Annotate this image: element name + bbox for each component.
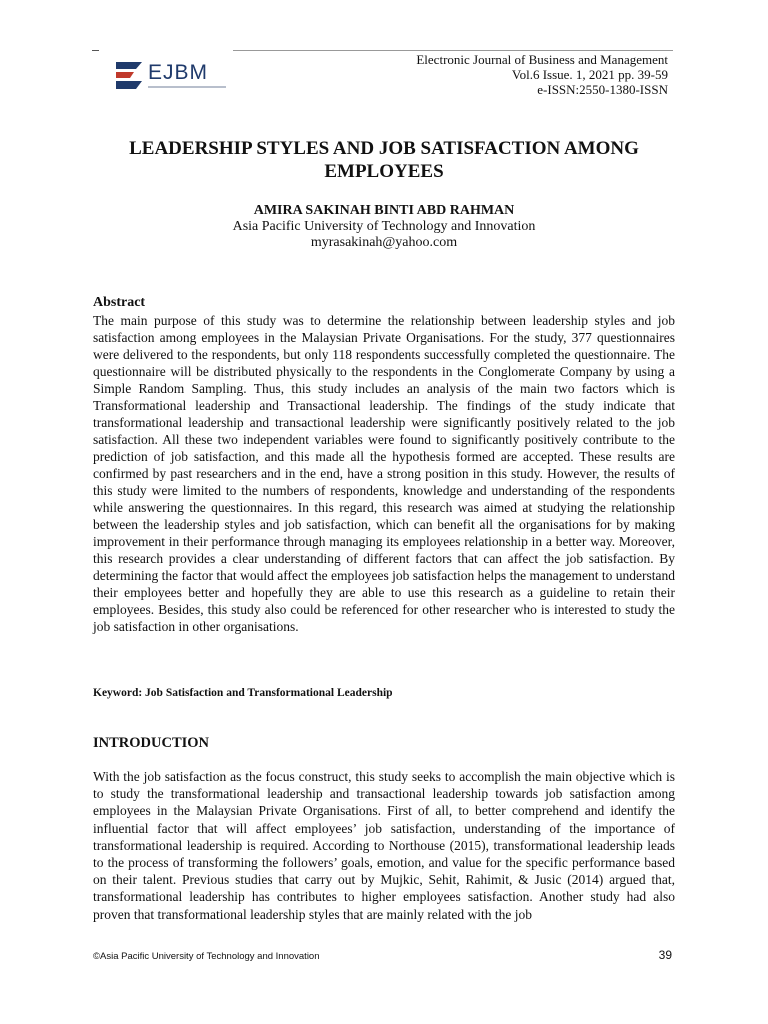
journal-issn: e-ISSN:2550-1380-ISSN — [537, 82, 668, 97]
author-name: AMIRA SAKINAH BINTI ABD RAHMAN — [253, 203, 515, 218]
journal-info — [416, 52, 668, 97]
introduction-body: With the job satisfaction as the focus construct, this study seeks to accomplish the main objective which is to study the transformational leadership and transactional leadership towards job satisfaction among employees in the Malaysian Private Organisations. First of all, to better comprehend and identify the influential factor that will affect employees’ job satisfaction, understanding of the importance of transformational leadership is required. According to Northouse (2015), transformational leadership leads to the process of transforming the followers’ goals, emotion, and value for the specific performance based on their talent. Previous studies that carry out by Mujkic, Sehit, Rahimit, & Jusic (2014) argued that, transformational leadership has contributes to higher employees satisfaction. Another study had also proven that transformational leadership styles that are mainly related with the job — [93, 769, 675, 922]
author-email: myrasakinah@yahoo.com — [310, 235, 458, 250]
page-number: 39 — [658, 948, 672, 962]
abstract-heading: Abstract — [93, 295, 146, 310]
ejbm-logo — [114, 60, 226, 92]
journal-volume: Vol.6 Issue. 1, 2021 pp. 39-59 — [511, 67, 668, 82]
abstract-body: The main purpose of this study was to determine the relationship between leadership styles and job satisfaction among employees in the Malaysian Private Organisations. For the study, 377 questionnaires were delivered to the respondents, but only 118 respondents successfully completed the questionnaire. The questionnaire will be distributed physically to the respondents in the Conglomerate Company by using a Simple Random Sampling. Thus, this study includes an analysis of the main two factors which is Transformational leadership and Transactional leadership. The findings of the study indicate that transformational leadership and transactional leadership were significantly positively related to the job satisfaction. All these two independent variables were found to significantly positively contribute to the prediction of job satisfaction, and this made all the hypothesis formed are accepted. These results are confirmed by past researchers and in the end, have a strong position in this study. However, the results of this study were limited to the numbers of respondents, knowledge and understanding of the respondents while answering the questionnaires. In this regard, this research was aimed at studying the relationship between the leadership styles and job satisfaction, which can benefit all the organisations for by making improvement in their performance through managing its employees relationship in a better way. Moreover, this research provides a clear understanding of different factors that can affect the job satisfaction. By determining the factor that would affect the employees job satisfaction helps the management to understand their employees better and hopefully they are able to use this research as a guideline to retain their employees. Besides, this study also could be referenced for other researcher who is interested to study the job satisfaction in other organisations. — [93, 313, 675, 634]
header-dash — [92, 50, 99, 51]
author-affiliation: Asia Pacific University of Technology and Innovation — [232, 219, 536, 234]
logo-subtitle-line — [148, 86, 226, 88]
journal-name: Electronic Journal of Business and Management — [416, 52, 668, 67]
author-block — [90, 203, 678, 251]
keywords: Keyword: Job Satisfaction and Transformational Leadership — [93, 687, 393, 699]
paper-title: LEADERSHIP STYLES AND JOB SATISFACTION AMONG EMPLOYEES — [129, 138, 639, 182]
footer-copyright: ©Asia Pacific University of Technology and Innovation — [93, 951, 320, 962]
ejbm-logo-icon — [114, 60, 146, 92]
introduction-heading: INTRODUCTION — [93, 735, 210, 751]
logo-text: EJBM — [148, 61, 209, 84]
header-rule — [233, 50, 673, 51]
